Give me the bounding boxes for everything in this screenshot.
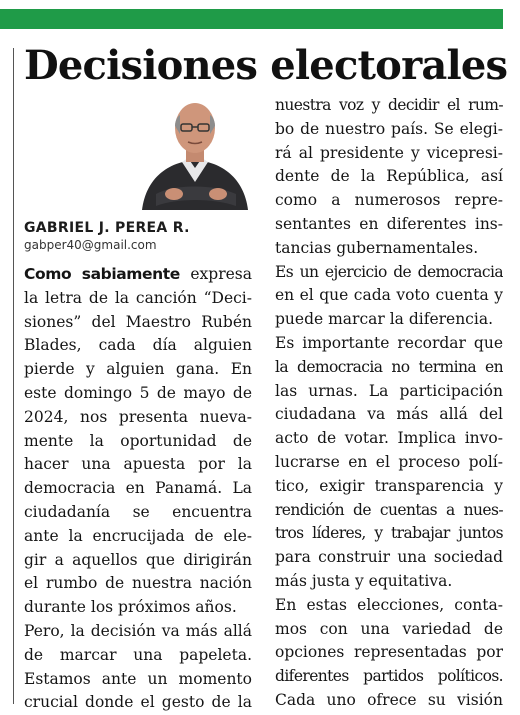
- text-line: Es importante recordar que: [275, 333, 503, 352]
- top-color-band: [0, 9, 503, 29]
- text-line: para construir una sociedad: [275, 548, 503, 567]
- text-line: las urnas. La participación: [275, 381, 503, 400]
- text-line: más justa y equitativa.: [275, 571, 453, 590]
- text-line: bo de nuestro país. Se elegi-: [275, 119, 503, 138]
- headline: Decisiones electorales: [24, 42, 508, 89]
- text-line: ante la encrucijada de ele-: [24, 526, 252, 545]
- text-line: la democracia no termina en: [275, 357, 503, 376]
- author-name: GABRIEL J. PEREA R.: [24, 220, 190, 236]
- text-line: Estamos ante un momento: [24, 669, 252, 688]
- article-column-1: [24, 263, 252, 715]
- text-line: hacer una apuesta por la: [24, 455, 252, 474]
- text-line: sentantes en diferentes ins-: [275, 214, 503, 233]
- text-line: diferentes partidos políticos.: [275, 667, 503, 686]
- text-line: tros líderes, y trabajar juntos: [275, 524, 503, 543]
- column-rule: [13, 48, 14, 704]
- text-line: puede marcar la diferencia.: [275, 310, 493, 329]
- text-line: este domingo 5 de mayo de: [24, 383, 252, 402]
- text-line: gir a aquellos que dirigirán: [24, 550, 252, 569]
- text-line: En estas elecciones, conta-: [275, 595, 503, 614]
- lead-in: Como sabiamente: [24, 265, 180, 283]
- lead-line-rest: expresa: [179, 265, 252, 283]
- text-line: Cada uno ofrece su visión: [275, 690, 503, 709]
- text-line: pierde y alguien gana. En: [24, 360, 252, 379]
- text-line: ciudadana va más allá del: [275, 405, 503, 424]
- text-line: rendición de cuentas a nues-: [275, 500, 503, 519]
- text-line: acto de votar. Implica invo-: [275, 429, 503, 448]
- text-line: de marcar una papeleta.: [24, 645, 252, 664]
- text-line: mos con una variedad de: [275, 619, 503, 638]
- text-line: tancias gubernamentales.: [275, 238, 479, 257]
- text-line: ciudadanía se encuentra: [24, 502, 252, 521]
- article-column-2: [275, 94, 503, 713]
- text-line: lucrarse en el proceso polí-: [275, 452, 503, 471]
- text-line: 2024, nos presenta nueva-: [24, 407, 252, 426]
- author-email: gabper40@gmail.com: [24, 238, 157, 252]
- text-line: democracia en Panamá. La: [24, 479, 252, 498]
- text-line: crucial donde el gesto de la: [24, 693, 252, 712]
- text-line: mente la oportunidad de: [24, 431, 252, 450]
- text-line: como a numerosos repre-: [275, 191, 503, 210]
- text-line: durante los próximos años.: [24, 598, 237, 617]
- text-line: [24, 263, 252, 287]
- text-line: tico, exigir transparencia y: [275, 476, 503, 495]
- text-line: dente de la República, así: [275, 167, 503, 186]
- text-line: nuestra voz y decidir el rum-: [275, 96, 503, 114]
- author-portrait: [138, 98, 252, 210]
- text-line: rá al presidente y vicepresi-: [275, 143, 503, 162]
- text-line: Blades, cada día alguien: [24, 336, 252, 355]
- text-line: opciones representadas por: [275, 643, 503, 662]
- text-line: en el que cada voto cuenta y: [275, 286, 503, 305]
- text-line: la letra de la canción “Deci-: [24, 288, 252, 307]
- text-line: el rumbo de nuestra nación: [24, 574, 252, 593]
- text-line: Es un ejercicio de democracia: [275, 262, 503, 281]
- text-line: Pero, la decisión va más allá: [24, 621, 252, 640]
- text-line: siones” del Maestro Rubén: [24, 312, 252, 331]
